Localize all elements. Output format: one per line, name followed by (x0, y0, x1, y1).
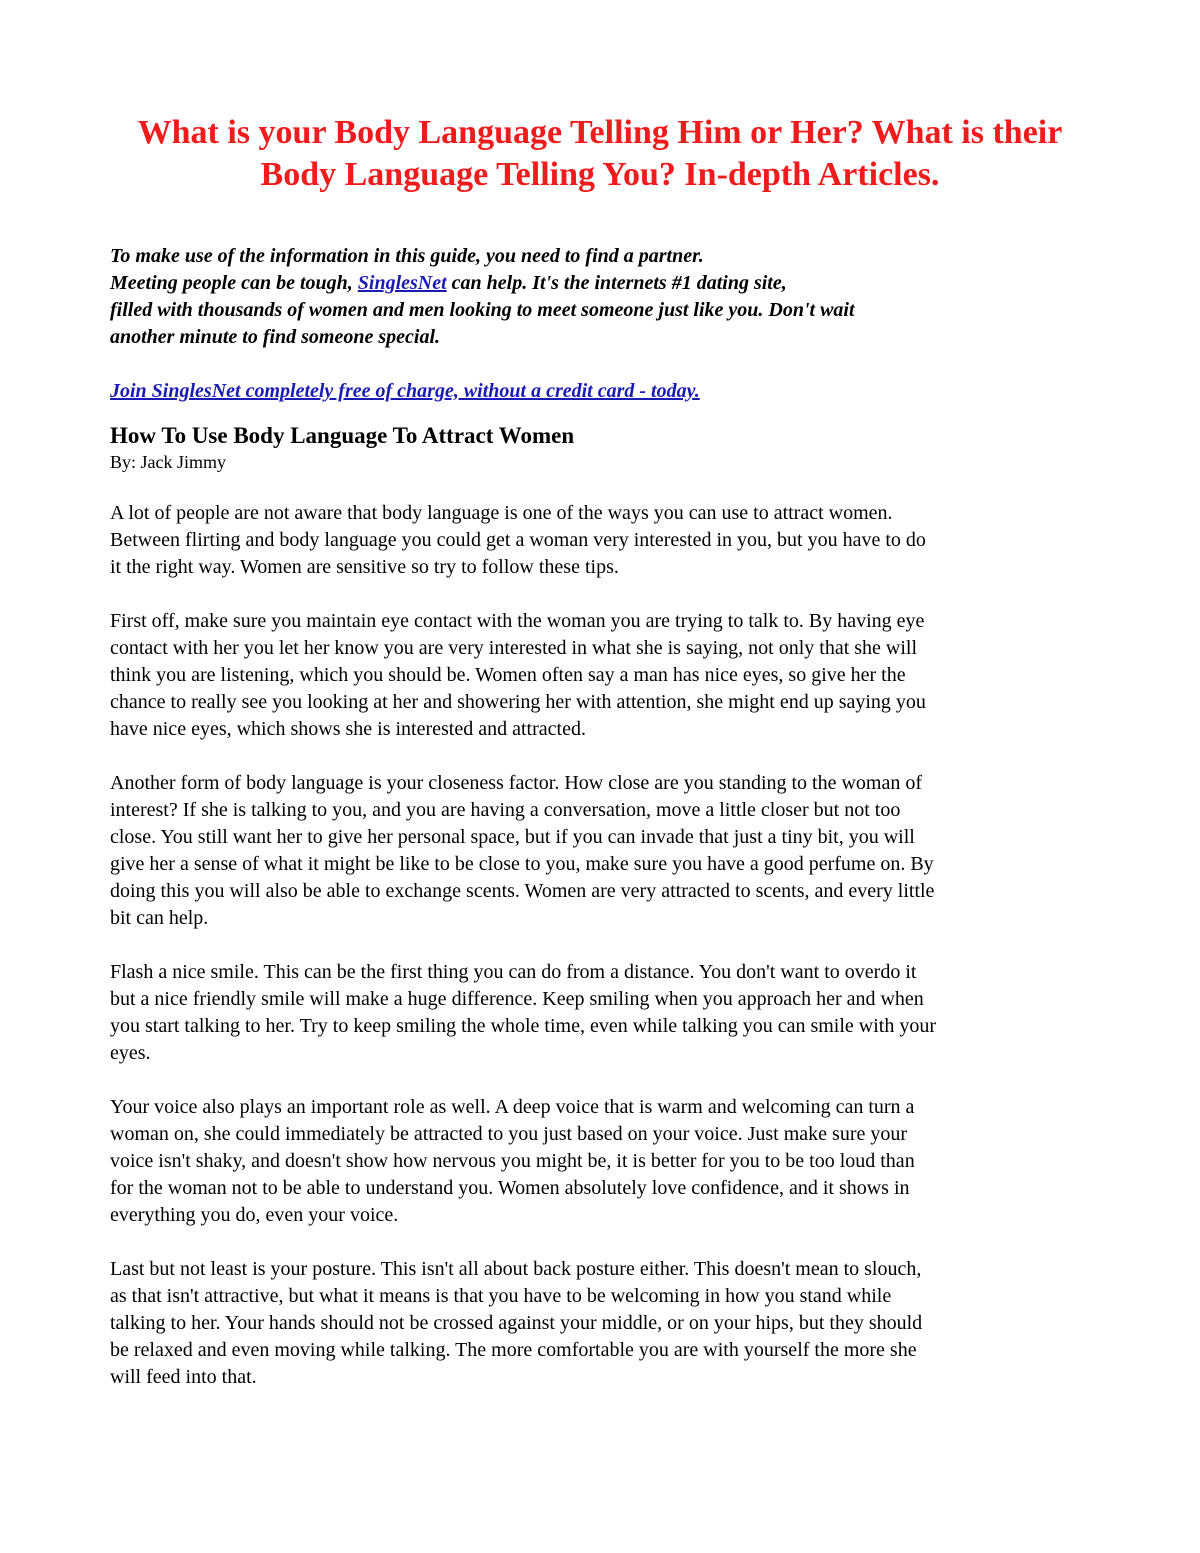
paragraph-line: think you are listening, which you should be. Women often say a man has nice eyes, so give her the (110, 664, 906, 686)
paragraph-line: you start talking to her. Try to keep smiling the whole time, even while talking you can smile with your (110, 1015, 936, 1037)
singlesnet-link[interactable]: SinglesNet (357, 272, 447, 294)
paragraph-line: contact with her you let her know you are very interested in what she is saying, not only that she will (110, 637, 918, 659)
paragraph-line: Another form of body language is your closeness factor. How close are you standing to the woman of (110, 772, 923, 794)
paragraph-line: talking to her. Your hands should not be crossed against your middle, or on your hips, but they should (110, 1312, 923, 1334)
paragraph-line: it the right way. Women are sensitive so try to follow these tips. (110, 556, 619, 578)
article-paragraph-4 (110, 959, 1100, 1067)
paragraph-line: as that isn't attractive, but what it means is that you have to be welcoming in how you stand while (110, 1285, 892, 1307)
join-singlesnet-link[interactable]: Join SinglesNet completely free of charge, without a credit card - today. (110, 380, 700, 402)
paragraph-line: A lot of people are not aware that body language is one of the ways you can use to attract women. (110, 502, 893, 524)
article-heading: How To Use Body Language To Attract Women (110, 423, 575, 448)
article-paragraph-2 (110, 608, 1100, 743)
promo-line-2-before: Meeting people can be tough, (110, 272, 358, 294)
paragraph-line: chance to really see you looking at her and showering her with attention, she might end up saying you (110, 691, 926, 713)
paragraph-line: interest? If she is talking to you, and you are having a conversation, move a little closer but not too (110, 799, 901, 821)
article-paragraph-3 (110, 770, 1100, 932)
paragraph-line: voice isn't shaky, and doesn't show how nervous you might be, it is better for you to be too loud than (110, 1150, 915, 1172)
article-paragraph-1 (110, 500, 1100, 581)
promo-line-3: filled with thousands of women and men looking to meet someone just like you. Don't wait (110, 299, 855, 321)
promo-line-1: To make use of the information in this guide, you need to find a partner. (110, 245, 704, 267)
article-paragraph-5 (110, 1094, 1100, 1229)
paragraph-line: bit can help. (110, 907, 209, 929)
promo-line-4: another minute to find someone special. (110, 326, 441, 348)
paragraph-line: for the woman not to be able to understand you. Women absolutely love confidence, and it shows in (110, 1177, 910, 1199)
promo-line-2-after: can help. It's the internets #1 dating site, (446, 272, 787, 294)
paragraph-line: Flash a nice smile. This can be the first thing you can do from a distance. You don't want to overdo it (110, 961, 917, 983)
paragraph-line: close. You still want her to give her personal space, but if you can invade that just a tiny bit, you will (110, 826, 915, 848)
paragraph-line: woman on, she could immediately be attracted to you just based on your voice. Just make sure your (110, 1123, 908, 1145)
paragraph-line: Between flirting and body language you could get a woman very interested in you, but you have to do (110, 529, 926, 551)
paragraph-line: Last but not least is your posture. This isn't all about back posture either. This doesn't mean to slouch, (110, 1258, 922, 1280)
promo-block (110, 243, 1110, 351)
paragraph-line: eyes. (110, 1042, 151, 1064)
promo-line-2 (110, 270, 1110, 297)
paragraph-line: but a nice friendly smile will make a huge difference. Keep smiling when you approach her and when (110, 988, 924, 1010)
page-title-line-1: What is your Body Language Telling Him or Her? What is their (137, 114, 1063, 151)
page-title-line-2: Body Language Telling You? In-depth Articles. (260, 156, 940, 193)
article-byline: By: Jack Jimmy (110, 452, 226, 472)
paragraph-line: everything you do, even your voice. (110, 1204, 399, 1226)
page-title (60, 112, 1140, 196)
join-link-paragraph (110, 378, 700, 405)
paragraph-line: be relaxed and even moving while talking. The more comfortable you are with yourself the more she (110, 1339, 917, 1361)
paragraph-line: First off, make sure you maintain eye contact with the woman you are trying to talk to. By having eye (110, 610, 925, 632)
paragraph-line: have nice eyes, which shows she is interested and attracted. (110, 718, 586, 740)
paragraph-line: will feed into that. (110, 1366, 257, 1388)
paragraph-line: Your voice also plays an important role as well. A deep voice that is warm and welcoming can turn a (110, 1096, 915, 1118)
paragraph-line: doing this you will also be able to exchange scents. Women are very attracted to scents, and every little (110, 880, 935, 902)
paragraph-line: give her a sense of what it might be like to be close to you, make sure you have a good perfume on. By (110, 853, 934, 875)
article-paragraph-6 (110, 1256, 1100, 1391)
